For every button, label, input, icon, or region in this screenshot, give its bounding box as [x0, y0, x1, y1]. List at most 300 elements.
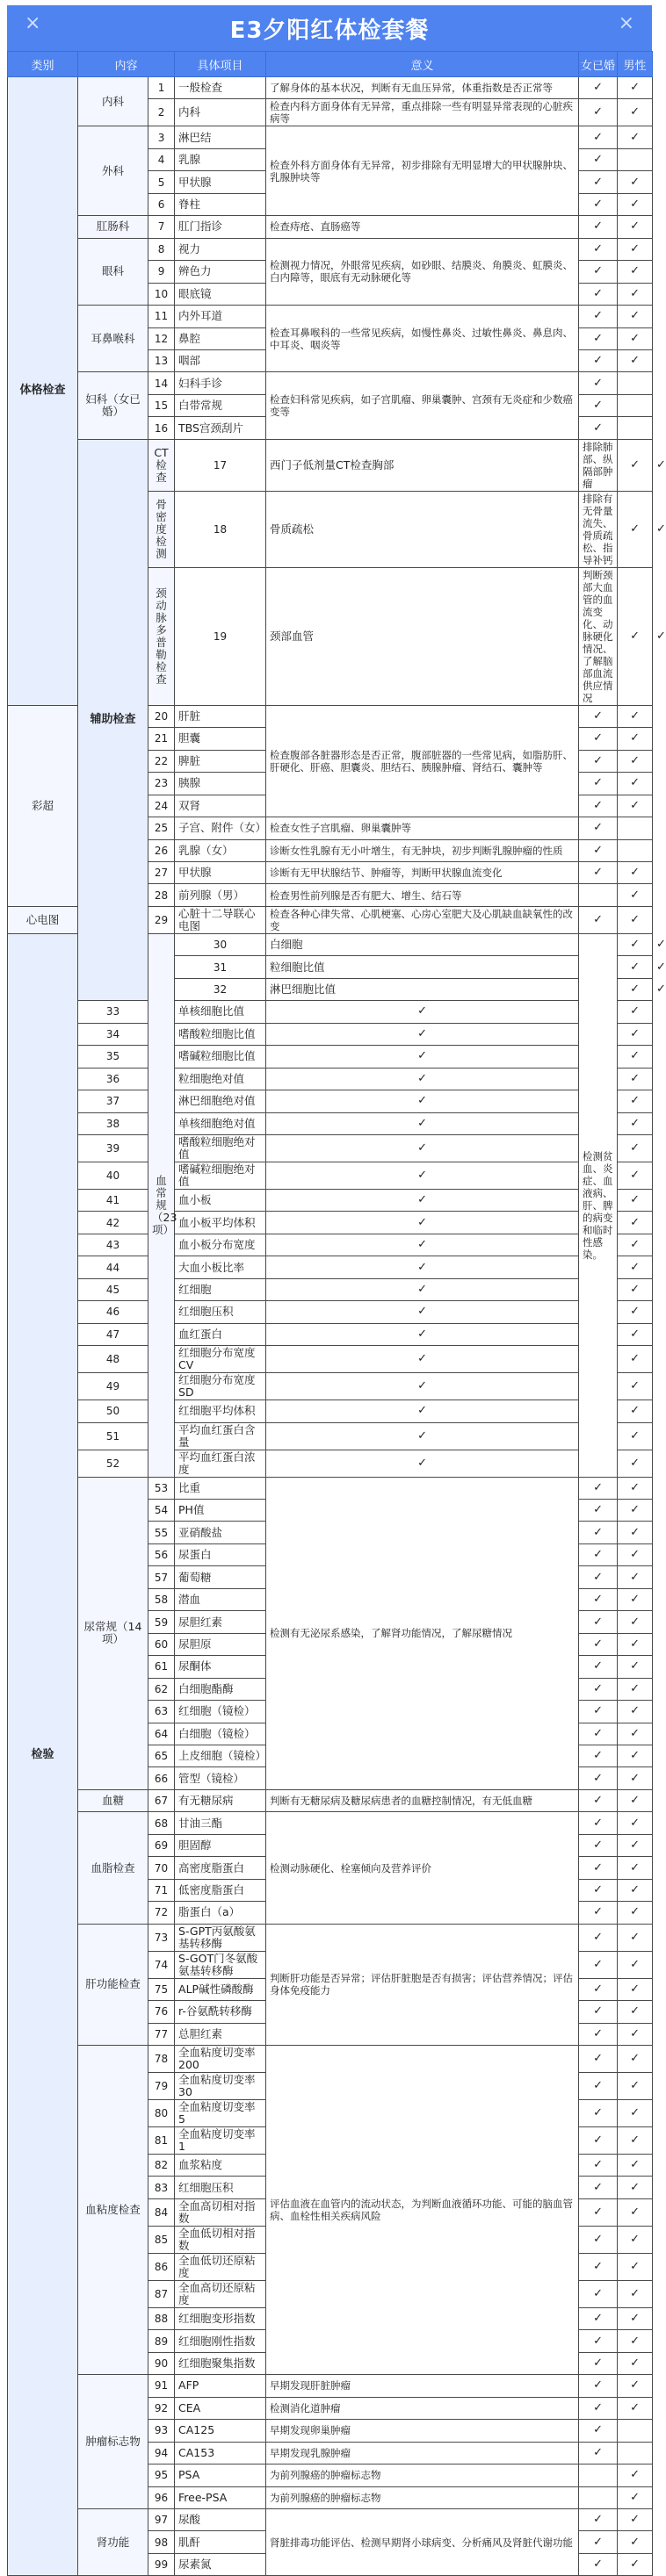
female-check: ✓: [579, 795, 618, 817]
content-cell: 心电图: [8, 906, 78, 933]
male-check: ✓: [618, 1500, 653, 1522]
female-check: ✓: [266, 1400, 579, 1422]
female-check: ✓: [579, 2442, 618, 2464]
item-name: 全血低切相对指数: [175, 2226, 266, 2253]
female-check: ✓: [579, 728, 618, 750]
item-number: 76: [148, 2001, 175, 2023]
male-check: ✓: [618, 1212, 653, 1234]
male-check: ✓: [618, 1090, 653, 1112]
female-check: ✓: [579, 1543, 618, 1565]
item-number: 96: [148, 2486, 175, 2508]
content-cell: 耳鼻喉科: [78, 306, 148, 372]
male-check: ✓: [618, 306, 653, 327]
item-number: 42: [78, 1212, 148, 1234]
male-check: [618, 2442, 653, 2464]
item-name: 一般检查: [175, 77, 266, 99]
item-number: 91: [148, 2375, 175, 2397]
meaning-cell: 检查各种心律失常、心肌梗塞、心房心室肥大及心肌缺血缺氧性的改变: [266, 906, 579, 933]
male-check: ✓: [618, 2177, 653, 2198]
item-number: 89: [148, 2330, 175, 2352]
table-row: 31 粒细胞比值 ✓ ✓: [8, 956, 653, 978]
male-check: ✓: [618, 773, 653, 795]
item-number: 69: [148, 1834, 175, 1856]
male-check: ✓: [618, 1256, 653, 1278]
male-check: ✓: [618, 1902, 653, 1924]
male-check: ✓: [618, 2073, 653, 2100]
female-check: ✓: [266, 1090, 579, 1112]
meaning-cell: 检查外科方面身体有无异常，初步排除有无明显增大的甲状腺肿块、乳腺肿块等: [266, 126, 579, 216]
female-check: ✓: [579, 261, 618, 283]
male-check: ✓: [618, 2330, 653, 2352]
female-check: ✓: [618, 956, 653, 978]
female-check: ✓: [579, 2198, 618, 2226]
female-check: ✓: [579, 1924, 618, 1951]
header-content: 内容: [78, 52, 175, 77]
item-name: 有无糖尿病: [175, 1789, 266, 1811]
table-row: [8, 306, 653, 327]
male-check: ✓: [618, 1134, 653, 1162]
table-row: [8, 2375, 653, 2397]
item-name: 潜血: [175, 1588, 266, 1610]
male-check: ✓: [618, 884, 653, 906]
header-category: 类别: [8, 52, 78, 77]
table-row: [8, 216, 653, 238]
male-check: ✓: [618, 2046, 653, 2073]
item-number: 66: [148, 1767, 175, 1789]
item-number: 5: [148, 171, 175, 193]
item-number: 86: [148, 2253, 175, 2280]
item-name: 高密度脂蛋白: [175, 1857, 266, 1879]
female-check: ✓: [579, 2352, 618, 2374]
item-name: 红细胞压积: [175, 2177, 266, 2198]
female-check: ✓: [618, 491, 653, 567]
item-name: 红细胞（镜检）: [175, 1701, 266, 1723]
male-check: ✓: [618, 1046, 653, 1068]
table-row: [8, 1046, 653, 1068]
female-check: ✓: [579, 148, 618, 170]
item-name: 脊柱: [175, 193, 266, 215]
item-name: CA125: [175, 2420, 266, 2442]
item-number: 28: [148, 884, 175, 906]
meaning-cell: 检测贫血、炎症、血液病、肝、脾的病变和临时性感染。: [579, 933, 618, 1477]
meaning-cell: 判断有无糖尿病及糖尿病患者的血糖控制情况，有无低血糖: [266, 1789, 579, 1811]
item-number: 47: [78, 1323, 148, 1345]
item-number: 35: [78, 1046, 148, 1068]
female-check: ✓: [579, 750, 618, 772]
item-name: 平均血红蛋白含量: [175, 1422, 266, 1450]
item-name: 葡萄糖: [175, 1566, 266, 1588]
male-check: ✓: [618, 1566, 653, 1588]
male-check: ✓: [618, 2198, 653, 2226]
item-name: 红细胞刚性指数: [175, 2330, 266, 2352]
content-cell: 妇科（女已婚）: [78, 372, 148, 439]
female-check: ✓: [266, 1301, 579, 1323]
female-check: ✓: [266, 1323, 579, 1345]
item-name: 淋巴细胞比值: [266, 978, 579, 1000]
meaning-cell: 排除肺部、纵隔部肿瘤: [579, 439, 618, 491]
item-name: 心脏十二导联心电图: [175, 906, 266, 933]
item-name: 妇科手诊: [175, 372, 266, 394]
male-check: ✓: [618, 77, 653, 99]
female-check: ✓: [618, 439, 653, 491]
item-number: 97: [148, 2508, 175, 2530]
item-name: 全血低切还原粘度: [175, 2253, 266, 2280]
item-number: 57: [148, 1566, 175, 1588]
item-number: 78: [148, 2046, 175, 2073]
item-number: 11: [148, 306, 175, 327]
item-number: 52: [78, 1450, 148, 1477]
content-cell: 肝功能检查: [78, 1924, 148, 2045]
item-name: S-GOT门冬氨酸氨基转移酶: [175, 1951, 266, 1978]
title-bar: [7, 5, 652, 51]
male-check: ✓: [618, 705, 653, 727]
meaning-cell: 检查内科方面身体有无异常，重点排除一些有明显异常表现的心脏疾病等: [266, 99, 579, 126]
item-number: 88: [148, 2307, 175, 2329]
item-name: 肌酐: [175, 2531, 266, 2553]
item-number: 87: [148, 2280, 175, 2307]
male-check: ✓: [618, 327, 653, 349]
category-cell: 辅助检查: [78, 439, 148, 1000]
male-check: ✓: [618, 1951, 653, 1978]
table-row: [8, 1234, 653, 1256]
item-name: 子宫、附件（女）: [175, 817, 266, 839]
male-check: ✓: [618, 1522, 653, 1543]
close-icon[interactable]: ×: [618, 12, 634, 34]
item-name: 眼底镜: [175, 283, 266, 305]
item-number: 7: [148, 216, 175, 238]
item-number: 13: [148, 349, 175, 371]
item-number: 94: [148, 2442, 175, 2464]
female-check: ✓: [579, 906, 618, 933]
female-check: ✓: [266, 1373, 579, 1400]
item-number: 37: [78, 1090, 148, 1112]
meaning-cell: 了解身体的基本状况，判断有无血压异常，体重指数是否正常等: [266, 77, 579, 99]
male-check: ✓: [618, 1745, 653, 1767]
item-name: 全血高切相对指数: [175, 2198, 266, 2226]
male-check: [618, 417, 653, 439]
item-number: 31: [175, 956, 266, 978]
item-number: 23: [148, 773, 175, 795]
table-row: [8, 1090, 653, 1112]
male-check: ✓: [618, 2001, 653, 2023]
male-check: ✓: [618, 1789, 653, 1811]
item-number: 92: [148, 2397, 175, 2419]
male-check: ✓: [618, 795, 653, 817]
content-cell: 肿瘤标志物: [78, 2375, 148, 2509]
content-cell: 血粘度检查: [78, 2046, 148, 2375]
female-check: ✓: [579, 372, 618, 394]
item-number: 79: [148, 2073, 175, 2100]
table-row: [8, 1189, 653, 1211]
item-name: 咽部: [175, 349, 266, 371]
female-check: ✓: [579, 2280, 618, 2307]
female-check: ✓: [579, 417, 618, 439]
male-check: ✓: [618, 1543, 653, 1565]
female-check: ✓: [266, 1212, 579, 1234]
item-number: 62: [148, 1678, 175, 1700]
male-check: [618, 2420, 653, 2442]
female-check: ✓: [579, 2226, 618, 2253]
category-cell: 检验: [8, 933, 78, 2575]
header-item: 具体项目: [175, 52, 266, 77]
table-row: [8, 1812, 653, 1834]
item-name: 尿酸: [175, 2508, 266, 2530]
item-number: 53: [148, 1477, 175, 1499]
item-number: 1: [148, 77, 175, 99]
table-row: [8, 1068, 653, 1090]
item-name: 嗜酸粒细胞绝对值: [175, 1134, 266, 1162]
male-check: ✓: [618, 728, 653, 750]
female-check: ✓: [579, 2155, 618, 2177]
item-name: 视力: [175, 238, 266, 260]
male-check: ✓: [618, 906, 653, 933]
item-name: Free-PSA: [175, 2486, 266, 2508]
female-check: ✓: [579, 2177, 618, 2198]
female-check: ✓: [579, 839, 618, 861]
item-name: CEA: [175, 2397, 266, 2419]
female-check: ✓: [579, 1812, 618, 1834]
meaning-cell: 早期发现乳腺肿瘤: [266, 2442, 579, 2464]
item-number: 55: [148, 1522, 175, 1543]
item-number: 30: [175, 933, 266, 955]
female-check: ✓: [579, 238, 618, 260]
meaning-cell: 早期发现肝脏肿瘤: [266, 2375, 579, 2397]
female-check: ✓: [266, 1112, 579, 1134]
item-number: 32: [175, 978, 266, 1000]
item-name: 内科: [175, 99, 266, 126]
item-number: 14: [148, 372, 175, 394]
item-number: 93: [148, 2420, 175, 2442]
item-name: 红细胞聚集指数: [175, 2352, 266, 2374]
item-name: 淋巴结: [175, 126, 266, 148]
content-cell: 眼科: [78, 238, 148, 305]
male-check: ✓: [618, 99, 653, 126]
item-number: 29: [148, 906, 175, 933]
female-check: ✓: [579, 1857, 618, 1879]
item-number: 85: [148, 2226, 175, 2253]
checkup-table: [7, 51, 666, 2576]
item-name: 白细胞（镜检）: [175, 1723, 266, 1745]
item-name: 肛门指诊: [175, 216, 266, 238]
page-title: E3夕阳红体检套餐: [229, 17, 430, 44]
male-check: ✓: [618, 1189, 653, 1211]
item-name: 颈部血管: [266, 567, 579, 705]
item-number: 48: [78, 1346, 148, 1373]
female-check: [579, 2486, 618, 2508]
female-check: ✓: [579, 1834, 618, 1856]
item-name: 红细胞变形指数: [175, 2307, 266, 2329]
meaning-cell: 判断肝功能是否异常；评估肝脏胞是否有损害；评估营养情况；评估身体免疫能力: [266, 1924, 579, 2045]
item-name: 西门子低剂量CT检查胸部: [266, 439, 579, 491]
table-row: [8, 1789, 653, 1811]
table-row: 颈动脉多普勒检查 19 颈部血管 判断颈部大血管的血流变化、动脉硬化情况、了解脑部血流供应情况 ✓ ✓: [8, 567, 653, 705]
item-name: 红细胞分布宽度CV: [175, 1346, 266, 1373]
item-name: 粒细胞绝对值: [175, 1068, 266, 1090]
female-check: ✓: [579, 1656, 618, 1678]
female-check: ✓: [266, 1162, 579, 1189]
table-row: [8, 1924, 653, 1951]
item-name: 全血粘度切变率200: [175, 2046, 266, 2073]
female-check: ✓: [579, 2127, 618, 2155]
female-check: [579, 2464, 618, 2486]
item-name: 尿胆红素: [175, 1611, 266, 1633]
table-row: [8, 1001, 653, 1023]
female-check: ✓: [579, 1522, 618, 1543]
male-check: ✓: [618, 1723, 653, 1745]
item-name: 双肾: [175, 795, 266, 817]
female-check: ✓: [579, 216, 618, 238]
content-cell: 血脂检查: [78, 1812, 148, 1924]
female-check: ✓: [579, 349, 618, 371]
female-check: ✓: [266, 1046, 579, 1068]
item-number: 77: [148, 2023, 175, 2045]
item-name: ALP碱性磷酸酶: [175, 1978, 266, 2000]
male-check: ✓: [618, 171, 653, 193]
female-check: ✓: [266, 1023, 579, 1045]
male-check: ✓: [618, 1450, 653, 1477]
male-check: ✓: [618, 1656, 653, 1678]
male-check: ✓: [618, 1834, 653, 1856]
male-check: ✓: [618, 2280, 653, 2307]
male-check: ✓: [618, 216, 653, 238]
female-check: ✓: [579, 2420, 618, 2442]
table-row: [8, 1278, 653, 1300]
item-name: 白细胞: [266, 933, 579, 955]
item-number: 83: [148, 2177, 175, 2198]
item-name: 尿胆原: [175, 1633, 266, 1655]
male-check: ✓: [618, 2155, 653, 2177]
female-check: ✓: [579, 1951, 618, 1978]
female-check: ✓: [579, 1902, 618, 1924]
meaning-cell: 肾脏排毒功能评估、检测早期肾小球病变、分析痛风及肾脏代谢功能: [266, 2508, 579, 2575]
content-cell: 血常规（23项）: [148, 933, 175, 1477]
item-name: 红细胞平均体积: [175, 1400, 266, 1422]
male-check: ✓: [618, 283, 653, 305]
female-check: ✓: [579, 1789, 618, 1811]
item-name: 红细胞分布宽度SD: [175, 1373, 266, 1400]
female-check: ✓: [266, 1189, 579, 1211]
female-check: ✓: [579, 2330, 618, 2352]
header-female-married: 女已婚: [579, 52, 618, 77]
table-row: [8, 1323, 653, 1345]
female-check: ✓: [266, 1001, 579, 1023]
item-name: 低密度脂蛋白: [175, 1879, 266, 1901]
female-check: ✓: [266, 1450, 579, 1477]
female-check: ✓: [579, 1978, 618, 2000]
male-check: ✓: [618, 1812, 653, 1834]
item-number: 3: [148, 126, 175, 148]
item-name: 乳腺（女）: [175, 839, 266, 861]
female-check: ✓: [579, 773, 618, 795]
male-check: ✓: [618, 1678, 653, 1700]
male-check: ✓: [618, 1857, 653, 1879]
item-number: 56: [148, 1543, 175, 1565]
content-cell: 内科: [78, 77, 148, 126]
table-row: 32 淋巴细胞比值 ✓ ✓: [8, 978, 653, 1000]
item-name: 前列腺（男）: [175, 884, 266, 906]
item-name: 比重: [175, 1477, 266, 1499]
item-name: 尿素氮: [175, 2553, 266, 2575]
male-check: ✓: [618, 1400, 653, 1422]
male-check: ✓: [618, 861, 653, 883]
male-check: ✓: [618, 1023, 653, 1045]
meaning-cell: 诊断有无甲状腺结节、肿瘤等，判断甲状腺血流变化: [266, 861, 579, 883]
table-row: [8, 2508, 653, 2530]
item-name: 尿酮体: [175, 1656, 266, 1678]
meaning-cell: 检测动脉硬化、栓塞倾向及营养评价: [266, 1812, 579, 1924]
item-number: 54: [148, 1500, 175, 1522]
item-number: 70: [148, 1857, 175, 1879]
item-name: 红细胞: [175, 1278, 266, 1300]
item-number: 17: [175, 439, 266, 491]
female-check: ✓: [266, 1234, 579, 1256]
male-check: ✓: [618, 126, 653, 148]
item-name: 脾脏: [175, 750, 266, 772]
item-number: 50: [78, 1400, 148, 1422]
table-row: [8, 126, 653, 148]
header-male: 男性: [618, 52, 653, 77]
item-number: 27: [148, 861, 175, 883]
content-cell: 彩超: [8, 705, 78, 906]
female-check: ✓: [579, 2307, 618, 2329]
item-number: 38: [78, 1112, 148, 1134]
female-check: ✓: [579, 861, 618, 883]
meaning-cell: 检测消化道肿瘤: [266, 2397, 579, 2419]
male-check: ✓: [618, 1373, 653, 1400]
content-cell: 骨密度检测: [148, 491, 175, 567]
meaning-cell: 为前列腺癌的肿瘤标志物: [266, 2486, 579, 2508]
female-check: ✓: [579, 2023, 618, 2045]
male-check: ✓: [618, 1162, 653, 1189]
item-number: 74: [148, 1951, 175, 1978]
male-check: [618, 817, 653, 839]
item-name: 红细胞压积: [175, 1301, 266, 1323]
female-check: ✓: [579, 2375, 618, 2397]
male-check: ✓: [618, 2352, 653, 2374]
male-check: ✓: [618, 1234, 653, 1256]
female-check: ✓: [579, 394, 618, 416]
female-check: ✓: [579, 1611, 618, 1633]
item-number: 73: [148, 1924, 175, 1951]
item-name: 嗜碱粒细胞比值: [175, 1046, 266, 1068]
female-check: ✓: [579, 1678, 618, 1700]
item-number: 4: [148, 148, 175, 170]
item-number: 58: [148, 1588, 175, 1610]
close-icon[interactable]: ×: [25, 12, 41, 34]
male-check: ✓: [618, 2253, 653, 2280]
female-check: ✓: [579, 193, 618, 215]
item-name: 血浆粘度: [175, 2155, 266, 2177]
item-number: 33: [78, 1001, 148, 1023]
female-check: ✓: [579, 2001, 618, 2023]
meaning-cell: 检查女性子宫肌瘤、卵巢囊肿等: [266, 817, 579, 839]
item-number: 95: [148, 2464, 175, 2486]
item-name: 全血粘度切变率5: [175, 2100, 266, 2127]
female-check: ✓: [266, 1346, 579, 1373]
female-check: ✓: [579, 2073, 618, 2100]
item-name: PH值: [175, 1500, 266, 1522]
item-number: 2: [148, 99, 175, 126]
meaning-cell: 为前列腺癌的肿瘤标志物: [266, 2464, 579, 2486]
male-check: [618, 394, 653, 416]
item-name: 脂蛋白（a）: [175, 1902, 266, 1924]
table-row: [8, 1400, 653, 1422]
item-name: 亚硝酸盐: [175, 1522, 266, 1543]
male-check: ✓: [618, 1346, 653, 1373]
table-row: [8, 1346, 653, 1373]
item-number: 84: [148, 2198, 175, 2226]
female-check: ✓: [579, 1701, 618, 1723]
